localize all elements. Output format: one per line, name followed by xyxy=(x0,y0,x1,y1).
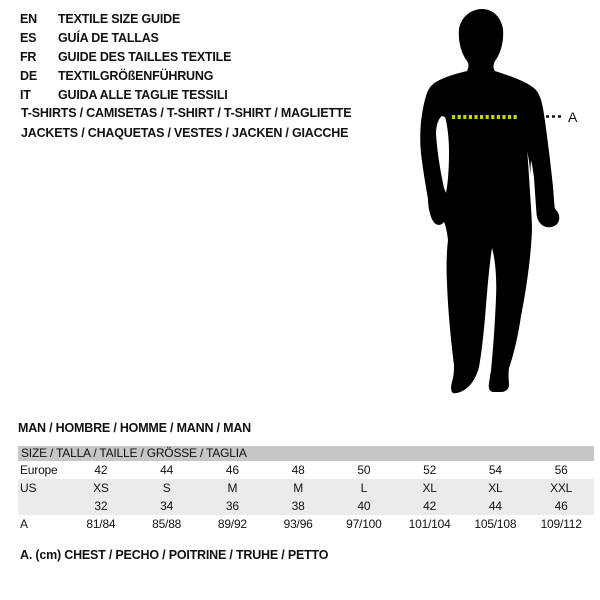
language-code: DE xyxy=(20,69,37,83)
measurement-footnote: A. (cm) CHEST / PECHO / POITRINE / TRUHE / PETTO xyxy=(20,548,329,562)
measurement-label-a: A xyxy=(568,109,578,125)
table-cell: XXL xyxy=(550,481,573,495)
language-code: EN xyxy=(20,12,37,26)
table-cell: M xyxy=(227,481,238,495)
language-code: ES xyxy=(20,31,37,45)
table-cell: XL xyxy=(422,481,437,495)
table-cell: 56 xyxy=(554,463,568,477)
language-row-es xyxy=(20,29,231,48)
guide-title: TEXTILE SIZE GUIDE xyxy=(58,12,181,26)
row-label: A xyxy=(20,517,28,531)
table-cell: 54 xyxy=(488,463,502,477)
table-cell: M xyxy=(293,481,304,495)
guide-title: GUIDA ALLE TAGLIE TESSILI xyxy=(58,88,228,102)
table-cell: 36 xyxy=(225,499,239,513)
row-label: US xyxy=(20,481,37,495)
row-label: Europe xyxy=(20,463,58,477)
table-cell: 32 xyxy=(94,499,108,513)
table-cell: 44 xyxy=(488,499,502,513)
man-silhouette xyxy=(420,9,559,393)
table-row-us-numeric xyxy=(18,497,594,515)
language-row-fr xyxy=(20,48,231,67)
table-cell: 48 xyxy=(291,463,305,477)
table-cell: 97/100 xyxy=(346,517,382,531)
table-cell: 42 xyxy=(94,463,108,477)
category-line-tshirts: T-SHIRTS / CAMISETAS / T-SHIRT / T-SHIRT / MAGLIETTE xyxy=(21,106,352,120)
language-row-de xyxy=(20,67,231,86)
gender-section-title: MAN / HOMBRE / HOMME / MANN / MAN xyxy=(18,421,251,435)
table-cell: 50 xyxy=(357,463,371,477)
row-label xyxy=(18,497,68,515)
table-cell: 109/112 xyxy=(540,517,582,531)
table-cell: L xyxy=(360,481,368,495)
language-title-block xyxy=(20,10,231,105)
category-line-jackets: JACKETS / CHAQUETAS / VESTES / JACKEN / GIACCHE xyxy=(21,125,349,140)
table-cell: 40 xyxy=(357,499,371,513)
table-cell: 46 xyxy=(225,463,239,477)
language-code: FR xyxy=(20,50,37,64)
language-code: IT xyxy=(20,88,31,102)
table-cell: 44 xyxy=(160,463,174,477)
size-table xyxy=(18,446,594,533)
category-block xyxy=(21,104,351,143)
table-cell: 105/108 xyxy=(474,517,517,531)
table-cell: XL xyxy=(488,481,503,495)
table-cell: 42 xyxy=(423,499,437,513)
table-cell: 85/88 xyxy=(152,517,182,531)
guide-title: GUIDE DES TAILLES TEXTILE xyxy=(58,50,232,64)
guide-title: GUÍA DE TALLAS xyxy=(58,31,159,45)
table-row-us xyxy=(18,479,594,497)
man-silhouette-figure xyxy=(400,0,600,410)
table-cell: 34 xyxy=(160,499,174,513)
table-cell: 93/96 xyxy=(283,517,313,531)
table-cell: XS xyxy=(93,481,109,495)
table-cell: 52 xyxy=(423,463,437,477)
guide-title: TEXTILGRÖßENFÜHRUNG xyxy=(58,69,214,83)
size-table-header: SIZE / TALLA / TAILLE / GRÖSSE / TAGLIA xyxy=(18,446,594,461)
table-cell: 101/104 xyxy=(408,517,451,531)
table-cell: S xyxy=(162,481,171,495)
table-cell: 81/84 xyxy=(86,517,116,531)
table-cell: 89/92 xyxy=(217,517,247,531)
language-row-en xyxy=(20,10,231,29)
table-row-chest xyxy=(18,515,594,533)
table-row-europe xyxy=(18,461,594,479)
language-row-it xyxy=(20,86,231,105)
table-cell: 46 xyxy=(554,499,568,513)
table-cell: 38 xyxy=(291,499,305,513)
